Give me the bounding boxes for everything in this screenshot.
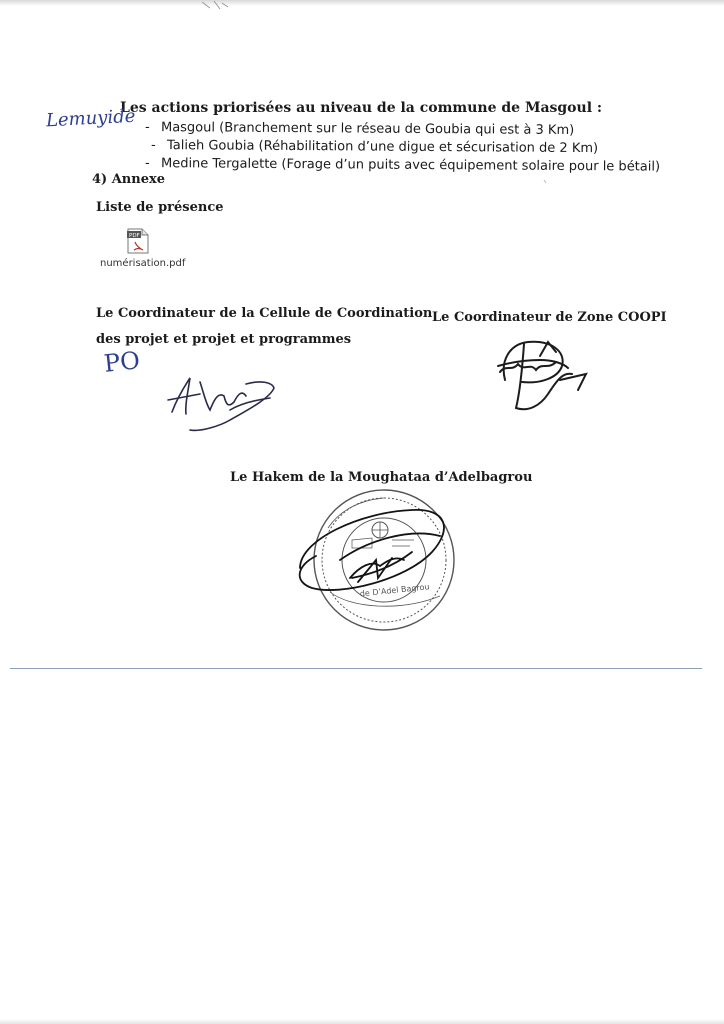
signatory-right-title: Le Coordinateur de Zone COOPI [432, 310, 667, 325]
handwritten-margin-note: Lemuyide [45, 105, 136, 132]
scan-speck [544, 180, 546, 183]
action-text: Masgoul (Branchement sur le réseau de Goubia qui est à 3 Km) [160, 120, 575, 138]
scan-bottom-edge [0, 1019, 724, 1024]
list-bullet: - [144, 120, 150, 136]
official-round-stamp [314, 490, 454, 630]
signatory-left-title-line2: des projet et projet et programmes [96, 332, 352, 347]
attendance-list-title: Liste de présence [96, 200, 224, 215]
list-bullet: - [150, 138, 156, 154]
signatory-left-title-line1: Le Coordinateur de la Cellule de Coordination [96, 306, 433, 321]
list-bullet: - [144, 156, 150, 172]
action-text: Medine Tergalette (Forage d’un puits avec équipement solaire pour le bétail) [160, 156, 661, 175]
signatory-hakem-title: Le Hakem de la Moughataa d’Adelbagrou [230, 470, 533, 485]
stamp-text: de D’Adel Bagrou [359, 582, 430, 599]
actions-heading: Les actions priorisées au niveau de la commune de Masgoul : [120, 100, 603, 116]
right-handwritten-signature [498, 342, 586, 409]
left-handwritten-signature [168, 378, 274, 430]
handwritten-initials: PO [102, 346, 142, 378]
attachment-filename: numérisation.pdf [100, 258, 186, 269]
horizontal-divider [10, 668, 702, 669]
pdf-icon-label: PDF [129, 233, 140, 239]
annexe-section-title: 4) Annexe [92, 172, 166, 187]
action-text: Talieh Goubia (Réhabilitation d’une digue et sécurisation de 2 Km) [166, 138, 599, 157]
